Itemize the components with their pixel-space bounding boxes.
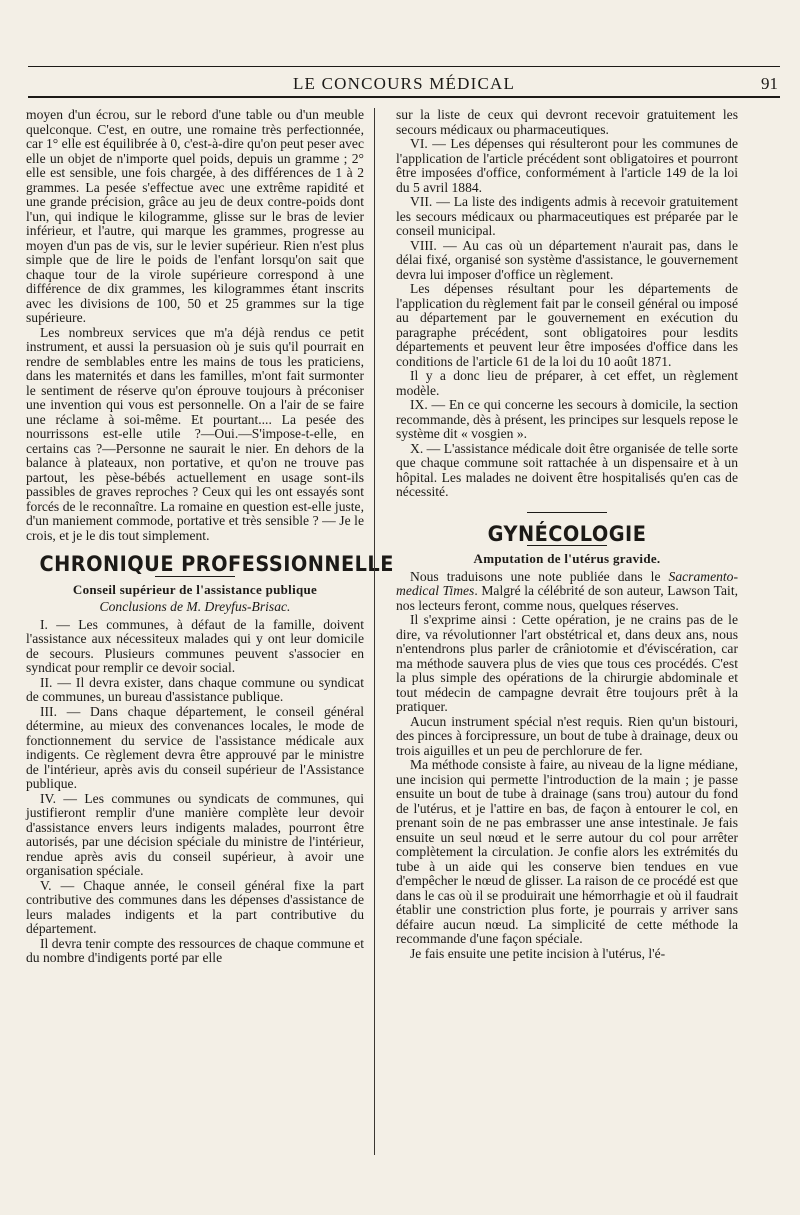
header-top-rule — [28, 66, 780, 67]
section-rule — [527, 512, 607, 513]
column-divider — [374, 108, 375, 1155]
intro-paragraph — [396, 570, 738, 614]
article-paragraph: VII. — La liste des indigents admis à recevoir gratuitement les secours médicaux ou pharmaceutiques est préparée par le conseil municipal. — [396, 194, 738, 238]
article-paragraph: I. — Les communes, à défaut de la famille, doivent l'assistance aux nécessiteux malades qui y ont leur domicile de secours. Plusieurs communes peuvent s'associer en syndicat pour remplir ce devoir social. — [26, 616, 364, 675]
intro-text: Nous traduisons une note publiée dans le — [410, 568, 669, 584]
byline: Conclusions de M. Dreyfus-Brisac. — [99, 599, 291, 614]
paragraph: sur la liste de ceux qui devront recevoir gratuitement les secours médicaux ou pharmaceutiques. — [396, 107, 738, 137]
article-paragraph: IV. — Les communes ou syndicats de communes, qui justifieront remplir d'une manière complète leur devoir d'assistance envers leurs indigents malades, pourront être autorisés, par une décision spéciale du ministre de l'intérieur, rendue après avis du conseil supérieur, à avoir une organisation spéciale. — [26, 790, 364, 878]
subhead-amputation: Amputation de l'utérus gravide. — [473, 551, 661, 566]
article-paragraph: Il devra tenir compte des ressources de chaque commune et du nombre d'indigents porté par elle — [26, 935, 364, 965]
section-title-chronique: CHRONIQUE PROFESSIONNELLE — [39, 552, 394, 576]
article-paragraph: IX. — En ce qui concerne les secours à domicile, la section recommande, dès à présent, les principes sur lesquels repose le système dit « vosgien ». — [396, 397, 738, 441]
article-paragraph: X. — L'assistance médicale doit être organisée de telle sorte que chaque commune soit rattachée à un dispensaire et à un hôpital. Les malades ne doivent être hospitalisés qu'en cas de nécessité. — [396, 440, 738, 499]
paragraph: Il y a donc lieu de préparer, à cet effet, un règlement modèle. — [396, 368, 738, 398]
paragraph: Les dépenses résultant pour les départements de l'application du règlement fait par le conseil général ou imposé au département par le gouvernement en exécution du paragraphe précédent, sont obligatoires pour lesdits départements et peuvent leur être imposées d'office dans les conditions de l'article 61 de la loi du 10 août 1871. — [396, 281, 738, 369]
paragraph: Je fais ensuite une petite incision à l'utérus, l'é- — [410, 945, 666, 961]
left-column — [26, 107, 394, 966]
article-paragraph: VIII. — Au cas où un département n'aurait pas, dans le délai fixé, organisé son système d'assistance, le gouvernement devra lui imposer d'office un règlement. — [396, 237, 738, 282]
page-header — [28, 66, 780, 98]
paragraph: Il s'exprime ainsi : Cette opération, je ne crains pas de le dire, va révolutionner l'art obstétrical et, dans deux ans, nous n'entendrons plus parler de crâniotomie et d'éviscération, car ma méthode sauvera plus de vies que tous ces procédés. C'est la plus simple des opérations de la chirurgie abdominale et tout médecin de campagne devrait être toujours prêt à la pratiquer. — [396, 612, 738, 714]
page-number: 91 — [761, 74, 778, 93]
intro-text: . Malgré la célébrité de son auteur, Lawson Tait, nos lecteurs feront, comme nous, quelques réserves. — [396, 583, 738, 613]
section-title-gynecologie: GYNÉCOLOGIE — [487, 521, 647, 546]
subhead-conseil: Conseil supérieur de l'assistance publique — [72, 581, 318, 597]
running-title: LE CONCOURS MÉDICAL — [292, 74, 516, 93]
paragraph: Aucun instrument spécial n'est requis. Rien qu'un bistouri, des pinces à forcipressure, un bout de tube à drainage, deux ou trois aiguilles et un peu de perchlorure de fer. — [396, 713, 738, 758]
article-paragraph: III. — Dans chaque département, le conseil général détermine, au mieux des convenances locales, le mode de fonctionnement du service de l'assistance médicale aux indigents. Ce règlement devra être approuvé par le ministre de l'intérieur, après avis du conseil supérieur de l'Assistance publique. — [26, 703, 364, 791]
article-paragraph: VI. — Les dépenses qui résulteront pour les communes de l'application de l'article précédent sont obligatoires et pourront être imposées d'office, conformément à l'article 149 de la loi du 5 avril 1884. — [396, 136, 738, 195]
article-paragraph: V. — Chaque année, le conseil général fixe la part contributive des communes dans les dépenses d'assistance de leurs malades indigents et la part contributive du département. — [26, 877, 364, 936]
paragraph: Ma méthode consiste à faire, au niveau de la ligne médiane, une incision qui permette l'introduction de la main ; je passe ensuite un bout de tube à drainage (sans trou) autour du fond de l'utérus, et je l'attire en bas, de façon à entourer le col, en prenant soin de ne pas embrasser une anse intestinale. Je fais ensuite un seul nœud et le serre autour du col pour arrêter complètement la circulation. Je confie alors les extrémités du tube à un aide qui les conserve bien tendues en vue d'empêcher le nœud de glisser. La raison de ce procédé est que dans le cas où il se produirait une hémorrhagie et où il faudrait établir une constriction plus forte, je pourrais y arriver sans défaire aucun nœud. La simplicité de cette méthode la recommande d'une façon spéciale. — [396, 757, 738, 946]
right-column — [396, 108, 738, 961]
journal-name: Sacramento-medical Times — [396, 568, 738, 598]
paragraph: Les nombreux services que m'a déjà rendus ce petit instrument, et aussi la persuasion où je suis qu'il pourrait en rendre de semblables entre les mains de tous les praticiens, dans les maternités et dans les familles, m'ont fait surmonter le sentiment de réserve qu'on éprouve toujours à préconiser une invention qui vous est personnelle. On a l'air de se faire une réclame à soi-même. Et pourtant.... La pesée des nourrissons est-elle utile ?—Oui.—S'impose-t-elle, en certains cas ?—Personne ne saurait le nier. En dehors de la balance à plateaux, non portative, et qu'on ne trouve pas partout, les pèse-bébés actuellement en usage sont-ils passibles de graves reproches ? Ceux qui les ont essayés sont forcés de le reconnaître. La romaine en question est-elle juste, d'un maniement commode, portative et très sensible ? — Je le crois, et je le dis tout simplement. — [26, 324, 364, 543]
article-paragraph: II. — Il devra exister, dans chaque commune ou syndicat de communes, un bureau d'assistance publique. — [26, 674, 364, 704]
paragraph: moyen d'un écrou, sur le rebord d'une table ou d'un meuble quelconque. C'est, en outre, une romaine très perfectionnée, car 1° elle est équilibrée à 0, c'est-à-dire qu'on peut peser avec elle un objet de n'importe quel poids, depuis un gramme ; 2° elle est sensible, une fois chargée, à des différences de 1 à 2 grammes. La pesée s'effectue avec une extrême rapidité et une grande précision, grâce au jeu de deux contre-poids dont l'un, qui indique le kilogramme, glisse sur le bras de levier inférieur, et l'autre, qui marque les grammes, progresse au moyen d'un pas de vis, sur le levier supérieur. Rien n'est plus simple que de lire le poids de l'enfant lorsqu'on sait que chaque tour de la virole supérieure correspond à une différence de dix grammes, les kilogrammes étant inscrits avec les divisions de 100, 50 et 25 grammes sur la tige supérieure. — [26, 107, 364, 325]
